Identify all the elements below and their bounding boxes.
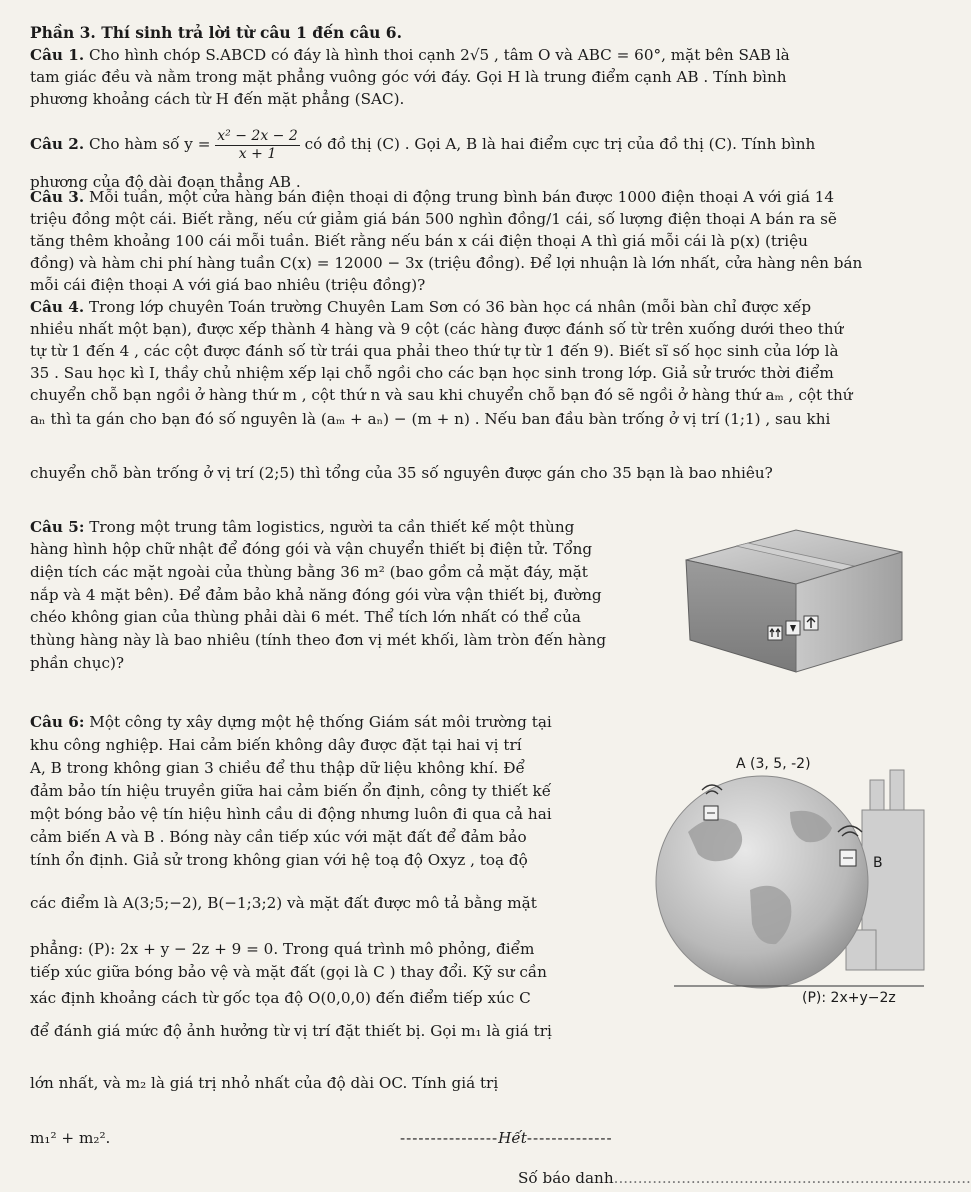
q2-fraction-numerator: x² − 2x − 2 [217, 127, 298, 144]
q3-text-1: Mỗi tuần, một cửa hàng bán điện thoại di động trung bình bán được 1000 điện thoại A với giá 14 [88, 188, 835, 206]
q6-line-1 [30, 712, 552, 732]
globe [656, 776, 868, 988]
q6-line-4: đảm bảo tín hiệu truyền giữa hai cảm biến ổn định, công ty thiết kế [30, 782, 552, 800]
q1-line-1 [30, 45, 790, 65]
q3-line-1 [30, 187, 834, 207]
q6-line-11: xác định khoảng cách từ gốc tọa độ O(0,0,0) đến điểm tiếp xúc C [30, 989, 531, 1007]
q4-label: Câu 4. [30, 298, 85, 316]
q4-line-7: chuyển chỗ bàn trống ở vị trí (2;5) thì tổng của 35 số nguyên được gán cho 35 bạn là bao nhiêu? [30, 464, 773, 482]
q1-line-2: tam giác đều và nằm trong mặt phẳng vuông góc với đáy. Gọi H là trung điểm cạnh AB . Tính bình [30, 68, 787, 86]
q2-line-2: phương của độ dài đoạn thẳng AB . [30, 173, 301, 191]
q6-line-12: để đánh giá mức độ ảnh hưởng từ vị trí đặt thiết bị. Gọi m₁ là giá trị [30, 1022, 552, 1040]
q3-line-2: triệu đồng một cái. Biết rằng, nếu cứ giảm giá bán 500 nghìn đồng/1 cái, số lượng điện thoại A bán ra sẽ [30, 210, 837, 228]
q4-line-4: 35 . Sau học kì I, thầy chủ nhiệm xếp lại chỗ ngồi cho các bạn học sinh trong lớp. Giả sử trước thời điểm [30, 364, 834, 382]
end-marker: ----------------Hết-------------- [400, 1129, 613, 1147]
q2-line-1 [30, 126, 815, 163]
q6-line-9: phẳng: (P): 2x + y − 2z + 9 = 0. Trong quá trình mô phỏng, điểm [30, 940, 535, 958]
q6-line-8: các điểm là A(3;5;−2), B(−1;3;2) và mặt đất được mô tả bằng mặt [30, 894, 537, 912]
q6-line-2: khu công nghiệp. Hai cảm biến không dây được đặt tại hai vị trí [30, 736, 522, 754]
end-text: Hết [498, 1129, 527, 1147]
candidate-number-label: Số báo danh [518, 1169, 614, 1187]
q4-line-3: tự từ 1 đến 4 , các cột được đánh số từ trái qua phải theo thứ tự từ 1 đến 9). Biết sĩ số học sinh của lớp là [30, 342, 839, 360]
section-title: Phần 3. Thí sinh trả lời từ câu 1 đến câu 6. [30, 23, 402, 42]
q5-line-6: thùng hàng này là bao nhiêu (tính theo đơn vị mét khối, làm tròn đến hàng [30, 631, 607, 649]
q2-fraction [215, 128, 299, 163]
q4-line-2: nhiều nhất một bạn), được xếp thành 4 hàng và 9 cột (các hàng được đánh số từ trên xuống dưới theo thứ [30, 320, 844, 338]
cardboard-box-figure [676, 522, 906, 682]
point-b-label: B [873, 855, 883, 871]
q5-line-4: nắp và 4 mặt bên). Để đảm bảo khả năng đóng gói vừa vận thiết bị, đường [30, 586, 602, 604]
q5-line-1 [30, 517, 574, 537]
q4-text-1: Trong lớp chuyên Toán trường Chuyên Lam Sơn có 36 bàn học cá nhân (mỗi bàn chỉ được xếp [88, 298, 812, 316]
q5-line-3: diện tích các mặt ngoài của thùng bằng 36 m² (bao gồm cả mặt đáy, mặt [30, 563, 588, 581]
point-a-label: A (3, 5, -2) [736, 756, 811, 772]
q3-label: Câu 3. [30, 188, 85, 206]
q6-line-14: m₁² + m₂². [30, 1129, 111, 1147]
q6-text-1: Một công ty xây dựng một hệ thống Giám sát môi trường tại [89, 713, 552, 731]
q5-label: Câu 5: [30, 518, 85, 536]
q1-line-3: phương khoảng cách từ H đến mặt phẳng (SAC). [30, 90, 405, 108]
q5-line-7: phần chục)? [30, 654, 125, 672]
q5-line-5: chéo không gian của thùng phải dài 6 mét. Thể tích lớn nhất có thể của [30, 608, 581, 626]
q1-text-1: Cho hình chóp S.ABCD có đáy là hình thoi cạnh 2√5 , tâm O và ABC = 60°, mặt bên SAB là [88, 46, 790, 64]
q5-text-1: Trong một trung tâm logistics, người ta cần thiết kế một thùng [89, 518, 575, 536]
q5-line-2: hàng hình hộp chữ nhật để đóng gói và vận chuyển thiết bị điện tử. Tổng [30, 540, 593, 558]
plane-label: (P): 2x+y−2z [802, 990, 896, 1006]
q1-label: Câu 1. [30, 46, 85, 64]
q2-text-after: có đồ thị (C) . Gọi A, B là hai điểm cực trị của đồ thị (C). Tính bình [304, 135, 816, 153]
q6-line-6: cảm biến A và B . Bóng này cần tiếp xúc với mặt đất để đảm bảo [30, 828, 527, 846]
q6-line-7: tính ổn định. Giả sử trong không gian với hệ toạ độ Oxyz , toạ độ [30, 851, 528, 869]
q6-line-10: tiếp xúc giữa bóng bảo vệ và mặt đất (gọi là C ) thay đổi. Kỹ sư cần [30, 963, 547, 981]
q4-line-6: aₙ thì ta gán cho bạn đó số nguyên là (aₘ + aₙ) − (m + n) . Nếu ban đầu bàn trống ở vị trí (1;1) , sau khi [30, 410, 831, 428]
q4-line-5: chuyển chỗ bạn ngồi ở hàng thứ m , cột thứ n và sau khi chuyển chỗ bạn đó sẽ ngồi ở hàng thứ aₘ , cột thứ [30, 386, 853, 404]
q3-line-5: mỗi cái điện thoại A với giá bao nhiêu (triệu đồng)? [30, 276, 426, 294]
q6-line-5: một bóng bảo vệ tín hiệu hình cầu di động nhưng luôn đi qua cả hai [30, 805, 552, 823]
candidate-number-field: Số báo danh.......................................................................... [518, 1169, 971, 1187]
q6-label: Câu 6: [30, 713, 85, 731]
q2-fraction-denominator: x + 1 [238, 145, 277, 162]
q2-label: Câu 2. [30, 135, 85, 153]
q4-line-1 [30, 297, 811, 317]
q3-line-3: tăng thêm khoảng 100 cái mỗi tuần. Biết rằng nếu bán x cái điện thoại A thì giá mỗi cái là p(x) (triệu [30, 232, 808, 250]
q6-line-3: A, B trong không gian 3 chiều để thu thập dữ liệu không khí. Để [30, 759, 525, 777]
globe-sensor-figure [640, 740, 924, 1030]
q6-line-13: lớn nhất, và m₂ là giá trị nhỏ nhất của độ dài OC. Tính giá trị [30, 1074, 499, 1092]
q3-line-4: đồng) và hàm chi phí hàng tuần C(x) = 12000 − 3x (triệu đồng). Để lợi nhuận là lớn nhất, cửa hàng nên bán [30, 254, 863, 272]
q2-text-before: Cho hàm số y = [88, 135, 211, 153]
